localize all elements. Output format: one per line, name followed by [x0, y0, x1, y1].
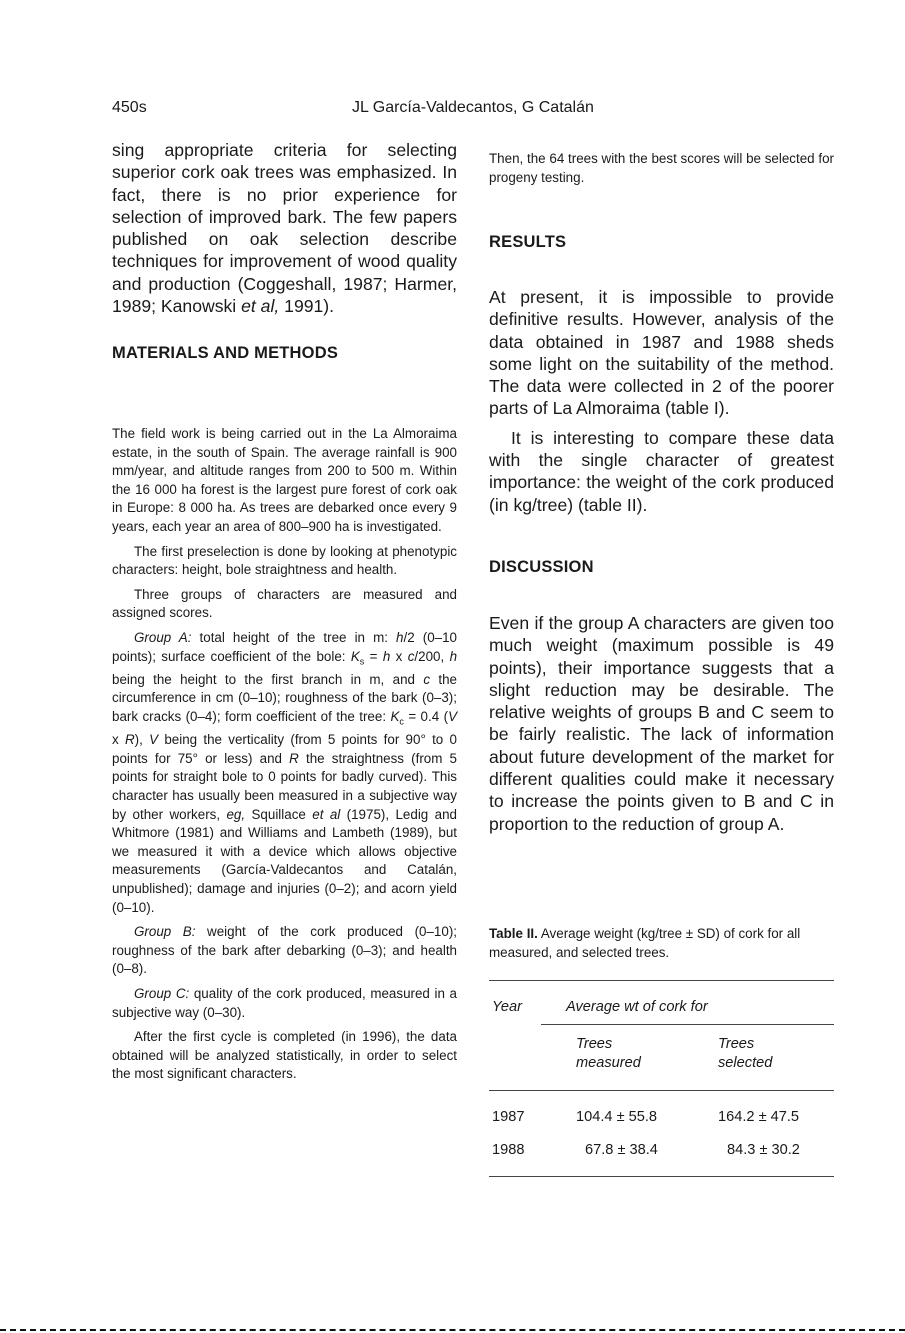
table-row-1988-year: 1988: [492, 1142, 525, 1158]
text: total height of the tree in m:: [191, 629, 397, 645]
results-body: [489, 286, 834, 516]
header-trees-measured-2: measured: [576, 1055, 641, 1071]
var-v: V: [149, 732, 159, 748]
var-r: R: [124, 732, 135, 748]
text: the straightness (from 5 points for straight bole to 0 points for badly curved). This character has usually been measured in a subjective way by other workers,: [112, 750, 458, 822]
table-top-rule: [489, 980, 834, 981]
results-paragraph-1: At present, it is impossible to provide definitive results. However, analysis of the data obtained in 1987 and 1988 sheds some light on the suitability of the method. The data were collected in 2 of the poorer parts of La Almoraima (table I).: [489, 287, 834, 419]
methods-body: [112, 425, 457, 1084]
table-row-1987-measured: 104.4 ± 55.8: [576, 1109, 658, 1125]
methods-paragraph-2: The first preselection is done by looking at phenotypic characters: height, bole straightness and health.: [112, 543, 457, 578]
table-label: Table II.: [489, 926, 538, 941]
text: = 0.4 (: [403, 708, 449, 724]
var-c: c: [423, 671, 431, 687]
group-c-label: Group C:: [134, 985, 190, 1001]
var-c: c: [407, 648, 415, 664]
subscript: s: [359, 656, 365, 667]
group-a-label: Group A:: [134, 629, 192, 645]
methods-paragraph-3: Three groups of characters are measured and assigned scores.: [112, 586, 457, 621]
methods-paragraph-1: The field work is being carried out in the La Almoraima estate, in the south of Spain. The average rainfall is 900 mm/year, and altitude ranges from 200 to 500 m. Within the 16 000 ha forest is the largest pure forest of cork oak in Europe: 8 000 ha. As trees are debarked once every 9 years, each year an area of 800–900 ha is investigated.: [112, 426, 457, 534]
text: the circumference in cm (0–10); roughness of the bark (0–3); bark cracks (0–4); form coefficient of the tree:: [112, 671, 457, 724]
text: x: [390, 648, 408, 664]
intro-paragraph: [112, 139, 457, 317]
etal: et al: [312, 806, 341, 822]
table-header-rule: [489, 1090, 834, 1091]
discussion-paragraph-1: Even if the group A characters are given too much weight (maximum possible is 49 points), their importance suggests that a slight reduction may be desirable. The relative weights of groups B and C seem to be fairly realistic. The lack of information about future development of the market for different qualities could make it necessary to increase the points given to B and C in proportion to the reduction of group A.: [489, 613, 834, 834]
group-b-paragraph: [112, 923, 457, 979]
methods-continued-paragraph: Then, the 64 trees with the best scores will be selected for progeny testing.: [489, 151, 834, 185]
methods-final-paragraph: After the first cycle is completed (in 1996), the data obtained will be analyzed statistically, in order to select the most significant characters.: [112, 1029, 457, 1082]
text: ),: [134, 732, 150, 748]
header-trees-measured-1: Trees: [576, 1036, 613, 1052]
var-r: R: [289, 750, 299, 766]
text: being the height to the first branch in m, and: [112, 671, 424, 687]
header-trees-selected-1: Trees: [718, 1036, 755, 1052]
page-number: 450s: [112, 99, 147, 116]
table-bottom-rule: [489, 1176, 834, 1177]
section-heading-results: RESULTS: [489, 233, 567, 251]
eg: eg,: [226, 806, 246, 822]
var-h: h: [449, 648, 458, 664]
table-row-1987-selected: 164.2 ± 47.5: [718, 1109, 800, 1125]
header-year: Year: [492, 999, 523, 1015]
subscript: c: [399, 716, 404, 727]
text: being the verticality (from 5 points for 90° to 0 points for 75° or less) and: [112, 732, 457, 766]
group-c-paragraph: [112, 985, 457, 1022]
intro-text: sing appropriate criteria for selecting superior cork oak trees was emphasized. In fact, there is no prior experience for selection of improved bark. The few papers published on oak selection describe techniques for improvement of wood quality and production (Coggeshall, 1987; Harmer, 1989; Kanowski: [112, 140, 457, 317]
table-sub-rule: [541, 1024, 834, 1025]
running-head-authors: JL García-Valdecantos, G Catalán: [352, 99, 594, 116]
table-caption: [489, 925, 834, 962]
header-average-wt: Average wt of cork for: [566, 999, 708, 1015]
table-row-1988-selected: 84.3 ± 30.2: [727, 1142, 800, 1158]
section-heading-discussion: DISCUSSION: [489, 558, 594, 576]
text: weight of the cork produced (0–10); roughness of the bark after debarking (0–3); and health (0–8).: [112, 924, 457, 977]
intro-text-end: 1991).: [279, 296, 335, 317]
page-bottom-edge: [0, 1329, 905, 1331]
table-row-1987-year: 1987: [492, 1109, 525, 1125]
results-paragraph-2: It is interesting to compare these data with the single character of greatest importance: the weight of the cork produced (in kg/tree) (table II).: [489, 427, 834, 515]
intro-etal: et al,: [241, 296, 280, 317]
text: quality of the cork produced, measured in a subjective way (0–30).: [112, 985, 457, 1020]
table-caption-text: Average weight (kg/tree ± SD) of cork for all measured, and selected trees.: [489, 926, 801, 960]
discussion-body: [489, 612, 834, 835]
text: (1975), Ledig and Whitmore (1981) and Williams and Lambeth (1989), but we measured it with a device which allows objective measurements (García-Valdecantos and Catalán, unpublished); damage and injuries (0–2); and acorn yield (0–10).: [112, 806, 457, 915]
table-row-1988-measured: 67.8 ± 38.4: [585, 1142, 658, 1158]
group-a-paragraph: [112, 629, 457, 917]
text: /200,: [414, 648, 450, 664]
group-b-label: Group B:: [134, 924, 196, 940]
var-h: h: [382, 648, 391, 664]
table-ii: [489, 980, 834, 1190]
var-kc: K: [390, 708, 400, 724]
section-heading-methods: MATERIALS AND METHODS: [112, 344, 339, 362]
var-v: V: [448, 708, 457, 724]
text: /2 (0–10 points); surface coefficient of the bole:: [112, 629, 457, 664]
var-ks: K: [350, 648, 360, 664]
header-trees-selected-2: selected: [718, 1055, 773, 1071]
text: x: [112, 732, 125, 748]
var-h: h: [396, 629, 404, 645]
text: Squillace: [245, 806, 313, 822]
text: =: [364, 648, 383, 664]
